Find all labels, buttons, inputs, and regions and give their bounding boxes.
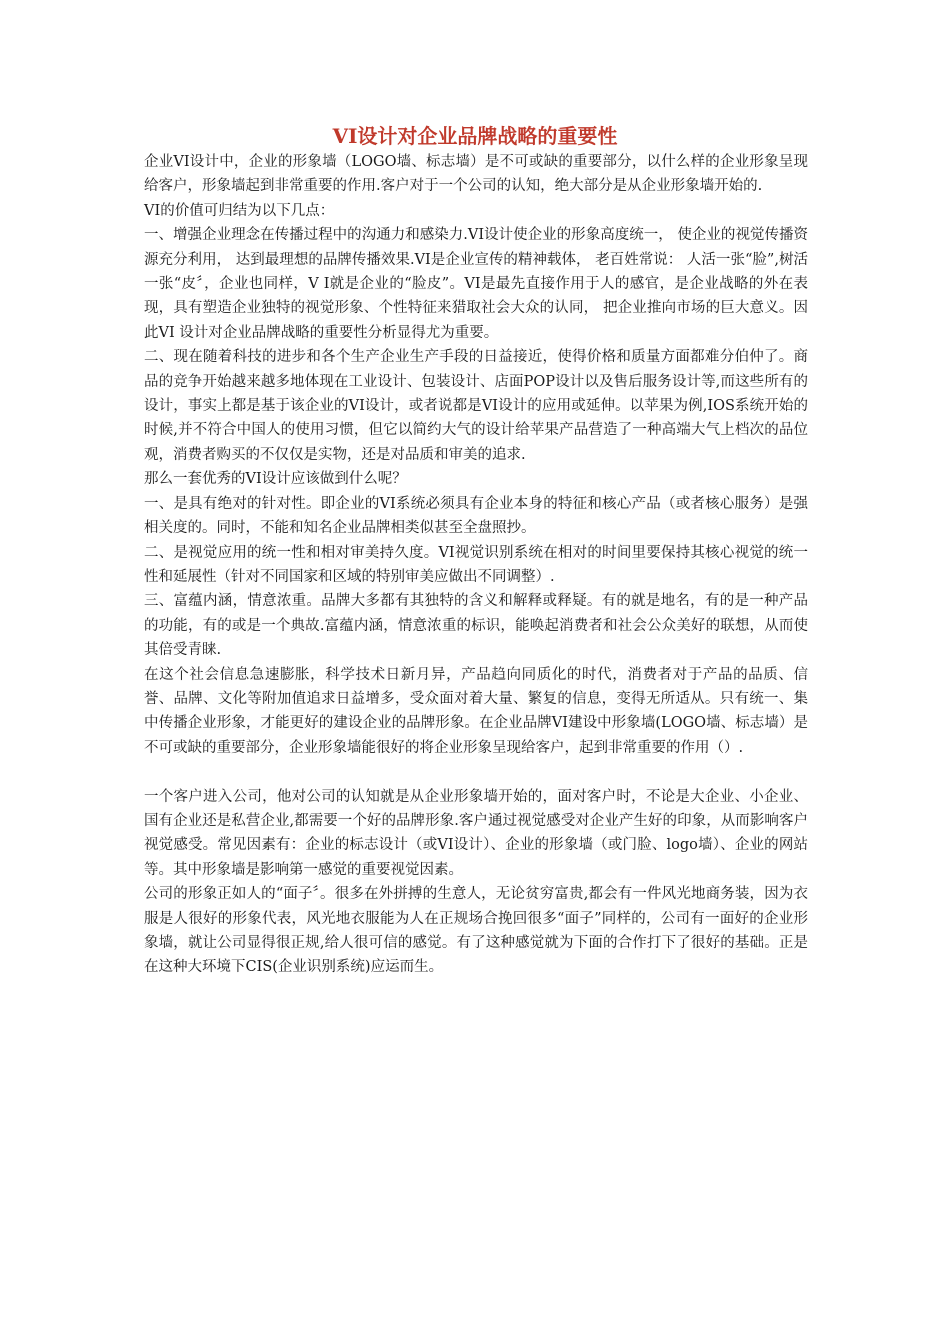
document-body xyxy=(144,150,808,980)
value-point-2: 二、现在随着科技的进步和各个生产企业生产手段的日益接近，使得价格和质量方面都难分伯仲了。商品的竞争开始越来越多地体现在工业设计、包装设计、店面POP设计以及售后服务设计等,而这些所有的设计，事实上都是基于该企业的VI设计，或者说都是VI设计的应用或延伸。以苹果为例,IOS系统开始的时候,并不符合中国人的使用习惯，但它以简约大气的设计给苹果产品营造了一种高端大气上档次的品位观，消费者购买的不仅仅是实物，还是对品质和审美的追求. xyxy=(144,349,808,463)
document-title: VI设计对企业品牌战略的重要性 xyxy=(332,124,618,148)
blank-line xyxy=(144,760,808,784)
intro-paragraph: 企业VI设计中，企业的形象墙（LOGO墙、标志墙）是不可或缺的重要部分，以什么样的企业形象呈现给客户，形象墙起到非常重要的作用.客户对于一个公司的认知，绝大部分是从企业形象墙开始的. xyxy=(144,154,808,195)
customer-paragraph: 一个客户进入公司，他对公司的认知就是从企业形象墙开始的，面对客户时，不论是大企业、小企业、国有企业还是私营企业,都需要一个好的品牌形象.客户通过视觉感受对企业产生好的印象，从而影响客户视觉感受。常见因素有：企业的标志设计（或VI设计）、企业的形象墙（或门脸、logo墙）、企业的网站等。其中形象墙是影响第一感觉的重要视觉因素。 xyxy=(144,788,808,878)
face-paragraph: 公司的形象正如人的“面子〞。很多在外拼搏的生意人，无论贫穷富贵,都会有一件风光地商务装，因为衣服是人很好的形象代表，风光地衣服能为人在正规场合挽回很多“面子”同样的，公司有一面好的企业形象墙，就让公司显得很正规,给人很可信的感觉。有了这种感觉就为下面的合作打下了很好的基础。正是在这种大环境下CIS(企业识别系统)应运而生。 xyxy=(144,886,808,976)
requirement-2: 二、是视觉应用的统一性和相对审美持久度。VI视觉识别系统在相对的时间里要保持其核心视觉的统一性和延展性（针对不同国家和区域的特别审美应做出不同调整）. xyxy=(144,544,808,585)
requirement-3: 三、富蕴内涵，情意浓重。品牌大多都有其独特的含义和解释或释疑。有的就是地名，有的是一种产品的功能，有的或是一个典故.富蕴内涵，情意浓重的标识，能唤起消费者和社会公众美好的联想，从而使其倍受青睐. xyxy=(144,593,808,659)
value-heading: VI的价值可归结为以下几点： xyxy=(144,202,335,219)
context-paragraph: 在这个社会信息急速膨胀，科学技术日新月异，产品趋向同质化的时代，消费者对于产品的品质、信誉、品牌、文化等附加值追求日益增多，受众面对着大量、繁复的信息，变得无所适从。只有统一、集中传播企业形象，才能更好的建设企业的品牌形象。在企业品牌VI建设中形象墙(LOGO墙、标志墙）是不可或缺的重要部分，企业形象墙能很好的将企业形象呈现给客户，起到非常重要的作用（）. xyxy=(144,666,808,756)
requirements-heading: 那么一套优秀的VI设计应该做到什么呢？ xyxy=(144,471,407,488)
value-point-1: 一、增强企业理念在传播过程中的沟通力和感染力.VI设计使企业的形象高度统一， 使企业的视觉传播资源充分利用， 达到最理想的品牌传播效果.VI是企业宣传的精神载体， 老百姓常说： 人活一张“脸”,树活一张“皮〞，企业也同样，V I就是企业的“脸皮”。VI是最先直接作用于人的感官，是企业战略的外在表现，具有塑造企业独特的视觉形象、个性特征来猎取社会大众的认同， 把企业推向市场的巨大意义。因此VI 设计对企业品牌战略的重要性分析显得尤为重要。 xyxy=(144,227,808,341)
requirement-1: 一、是具有绝对的针对性。即企业的VI系统必须具有企业本身的特征和核心产品（或者核心服务）是强相关度的。同时，不能和知名企业品牌相类似甚至全盘照抄。 xyxy=(144,495,808,537)
